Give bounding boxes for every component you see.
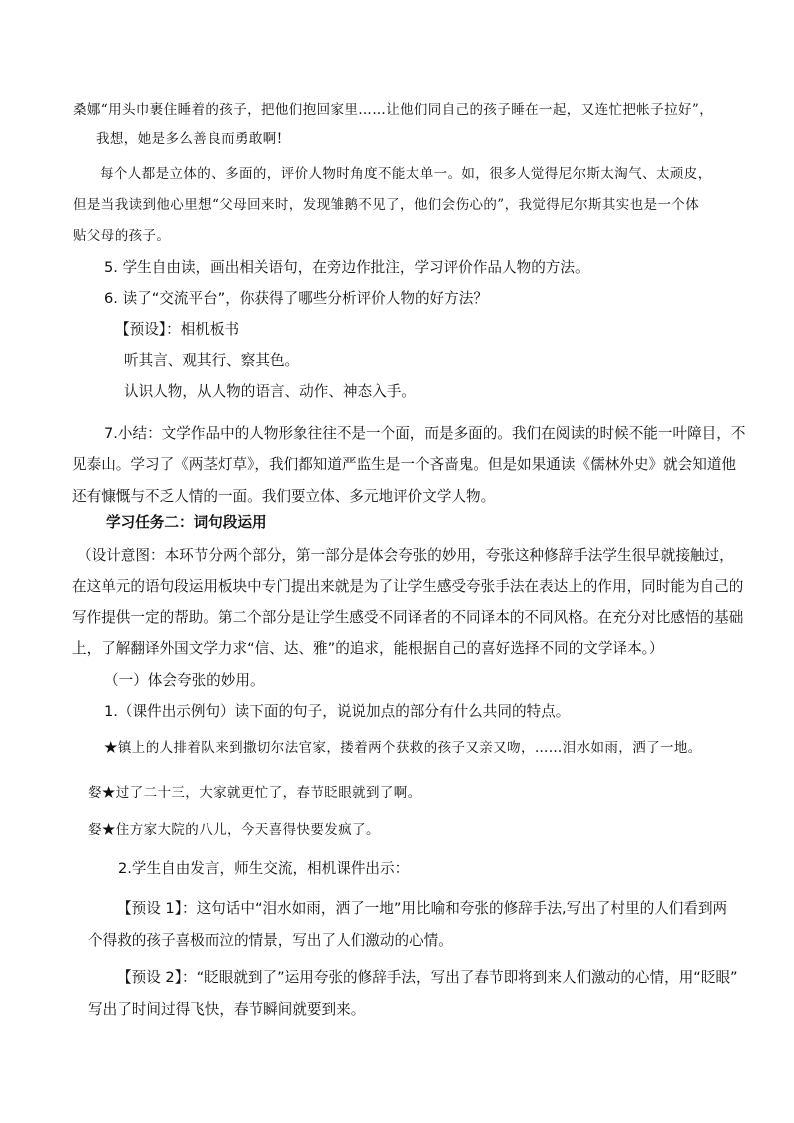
design-intent-line: 在这单元的语句段运用板块中专门提出来就是为了让学生感受夸张手法在表达上的作用，同时能为自己的 [72, 578, 744, 595]
example-sentence: ★镇上的人排着队来到撒切尔法官家，搂着两个获救的孩子又亲又吻，……泪水如雨，洒了一地。 [104, 740, 702, 756]
preset-2-line: 写出了时间过得飞快，春节瞬间就要到来。 [88, 1001, 366, 1018]
paragraph-line: 但是当我读到他心里想“父母回来时，发现雏鹅不见了，他们会伤心的”，我觉得尼尔斯其实也是一个体 [73, 197, 700, 213]
list-item-5: 5. 学生自由读，画出相关语句，在旁边作批注，学习评价作品人物的方法。 [104, 259, 590, 276]
blackboard-line: 认识人物，从人物的语言、动作、神态入手。 [124, 383, 416, 400]
paragraph-line: 每个人都是立体的、多面的，评价人物时角度不能太单一。如，很多人觉得尼尔斯太淘气、太顽皮， [100, 166, 712, 182]
paragraph-line: 桑娜“用头巾裹住睡着的孩子，把他们抱回家里……让他们同自己的孩子睡在一起，又连忙把帐子拉好”， [73, 102, 714, 118]
example-sentence: 㛑★住方家大院的八儿，今天喜得快要发疯了。 [88, 822, 380, 838]
preset-2-line: 【预设 2】：“眨眼就到了”运用夸张的修辞手法，写出了春节即将到来人们激动的心情，用“眨眼” [117, 969, 738, 986]
design-intent-line: （设计意图：本环节分两个部分，第一部分是体会夸张的妙用，夸张这种修辞手法学生很早就接触过， [77, 547, 734, 564]
summary-line: 见泰山。学习了《两茎灯草》，我们都知道严监生是一个吝啬鬼。但是如果通读《儒林外史》就会知道他 [72, 456, 737, 473]
question-2: 2.学生自由发言，师生交流，相机课件出示： [118, 860, 410, 877]
question-1: 1.（课件出示例句）读下面的句子，说说加点的部分有什么共同的特点。 [104, 703, 571, 720]
preset-1-line: 【预设 1】：这句话中“泪水如雨，洒了一地”用比喻和夸张的修辞手法,写出了村里的人们看到两 [117, 900, 728, 917]
design-intent-line: 写作提供一定的帮助。第二个部分是让学生感受不同译者的不同译本的不同风格。在充分对比感悟的基础 [72, 609, 744, 626]
design-intent-line: 上，了解翻译外国文学力求“信、达、雅”的追求，能根据自己的喜好选择不同的文学译本。） [72, 640, 664, 657]
example-sentence: 㛑★过了二十三，大家就更忙了，春节眨眼就到了啊。 [88, 785, 422, 801]
list-item-6: 6. 读了“交流平台”，你获得了哪些分析评价人物的好方法？ [104, 290, 488, 307]
paragraph-line: 贴父母的孩子。 [73, 228, 171, 244]
section-heading: 学习任务二：词句段运用 [106, 514, 267, 531]
subsection-heading: （一）体会夸张的妙用。 [104, 672, 265, 689]
summary-line: 7.小结：文学作品中的人物形象往往不是一个面，而是多面的。我们在阅读的时候不能一叶障目，不 [104, 425, 746, 442]
preset-1-line: 个得救的孩子喜极而泣的情景，写出了人们激动的心情。 [88, 932, 453, 949]
preset-label: 【预设】：相机板书 [115, 321, 240, 338]
blackboard-line: 听其言、观其行、察其色。 [124, 352, 300, 369]
summary-line: 还有慷慨与不乏人情的一面。我们要立体、多元地评价文学人物。 [72, 488, 496, 505]
paragraph-line: 我想，她是多么善良而勇敢啊! [96, 131, 283, 147]
